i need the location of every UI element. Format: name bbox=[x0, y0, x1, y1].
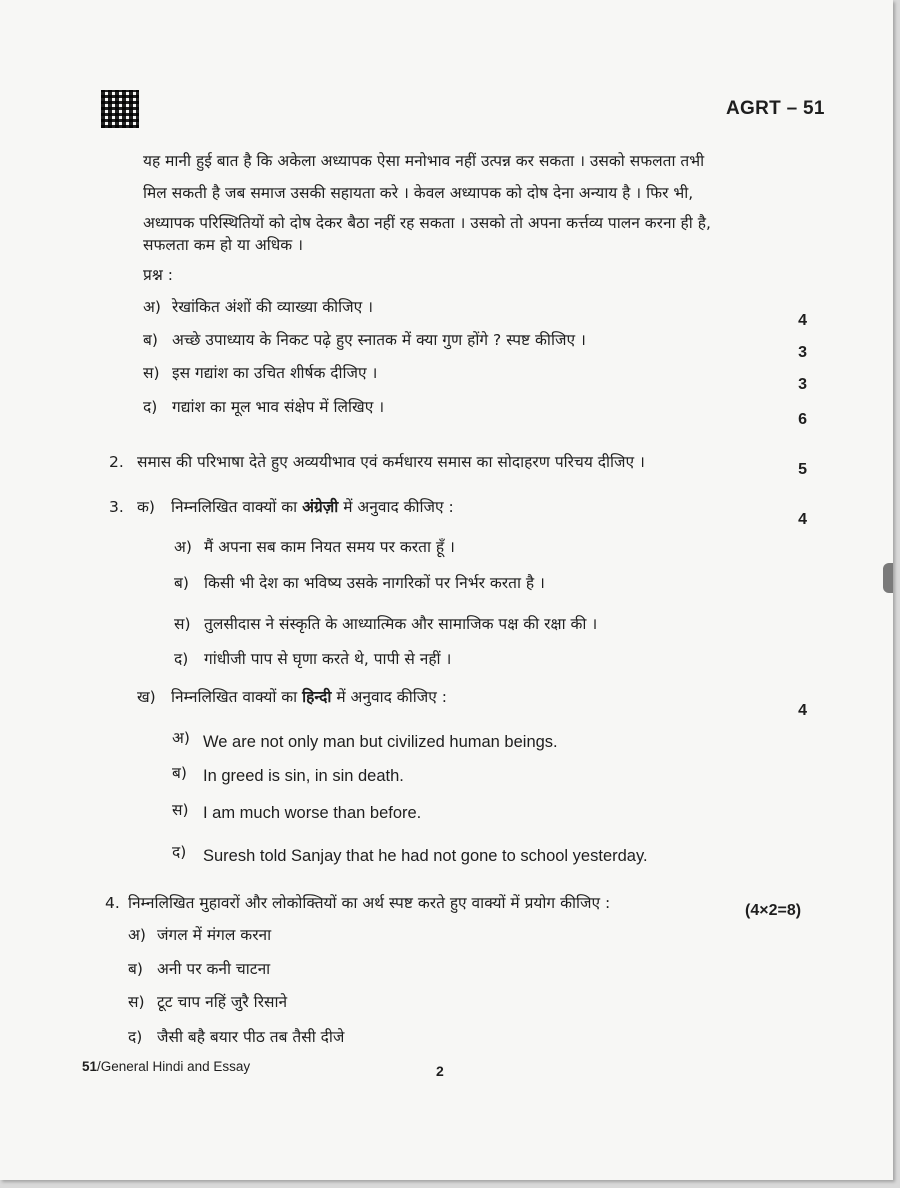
q1-item-label: स) bbox=[143, 364, 160, 382]
q4-item-text: अनी पर कनी चाटना bbox=[157, 960, 271, 978]
q4-number: 4. bbox=[105, 894, 120, 912]
q3b-item-text: Suresh told Sanjay that he had not gone to school yesterday. bbox=[203, 847, 648, 865]
q4-text: निम्नलिखित मुहावरों और लोकोक्तियों का अर्थ स्पष्ट करते हुए वाक्यों में प्रयोग कीजिए : bbox=[128, 894, 611, 912]
q3b-item-label: द) bbox=[172, 843, 187, 861]
q4-item-label: स) bbox=[128, 993, 145, 1011]
q3-number: 3. bbox=[109, 498, 124, 516]
q3a-item-text: मैं अपना सब काम नियत समय पर करता हूँ । bbox=[204, 538, 455, 556]
q4-item-label: द) bbox=[128, 1028, 143, 1046]
q3b-item-text: We are not only man but civilized human beings. bbox=[203, 733, 558, 751]
q1-item-text: रेखांकित अंशों की व्याख्या कीजिए । bbox=[172, 298, 373, 316]
q3b-item-text: I am much worse than before. bbox=[203, 804, 422, 822]
q3b-item-label: अ) bbox=[172, 729, 190, 747]
q1-item-label: अ) bbox=[143, 298, 161, 316]
q3b-label: ख) bbox=[137, 688, 156, 706]
q3b-item-label: ब) bbox=[172, 764, 187, 782]
q3a-item-label: द) bbox=[174, 650, 189, 668]
q1-item-text: इस गद्यांश का उचित शीर्षक दीजिए । bbox=[172, 364, 378, 382]
footer-code: 51 bbox=[82, 1059, 98, 1074]
marks: 4 bbox=[798, 312, 807, 329]
q2-number: 2. bbox=[109, 453, 124, 471]
q2-text: समास की परिभाषा देते हुए अव्ययीभाव एवं कर्मधारय समास का सोदाहरण परिचय दीजिए । bbox=[137, 453, 645, 471]
q4-item-text: जंगल में मंगल करना bbox=[157, 926, 272, 944]
marks: 3 bbox=[798, 344, 807, 361]
marks: 4 bbox=[798, 511, 807, 528]
q3b-item-label: स) bbox=[172, 801, 189, 819]
passage-line: सफलता कम हो या अधिक । bbox=[143, 236, 304, 254]
passage-line: अध्यापक परिस्थितियों को दोष देकर बैठा नहीं रह सकता । उसको तो अपना कर्त्तव्य पालन करना ही है, bbox=[143, 214, 711, 232]
q3a-post: में अनुवाद कीजिए : bbox=[343, 498, 454, 516]
q1-item-label: ब) bbox=[143, 331, 158, 349]
q1-item-text: अच्छे उपाध्याय के निकट पढ़े हुए स्नातक में क्या गुण होंगे ? स्पष्ट कीजिए । bbox=[172, 331, 586, 349]
q4-item-label: अ) bbox=[128, 926, 146, 944]
marks: 6 bbox=[798, 411, 807, 428]
marks: 3 bbox=[798, 376, 807, 393]
q3a-pre: निम्नलिखित वाक्यों का bbox=[171, 498, 298, 516]
q3b-item-text: In greed is sin, in sin death. bbox=[203, 767, 404, 785]
q1-item-text: गद्यांश का मूल भाव संक्षेप में लिखिए । bbox=[172, 398, 385, 416]
q3a-item-text: किसी भी देश का भविष्य उसके नागरिकों पर निर्भर करता है । bbox=[204, 574, 545, 592]
q3a-item-label: ब) bbox=[174, 574, 189, 592]
q1-prompt: प्रश्न : bbox=[143, 266, 173, 284]
footer-subject-name: /General Hindi and Essay bbox=[97, 1059, 251, 1074]
page-edge-tab bbox=[883, 563, 893, 593]
q3b-instruction bbox=[171, 690, 447, 706]
qr-code bbox=[101, 90, 139, 128]
q3a-language: अंग्रेज़ी bbox=[302, 498, 339, 516]
q1-item-label: द) bbox=[143, 398, 158, 416]
q4-item-label: ब) bbox=[128, 960, 143, 978]
q4-item-text: जैसी बहै बयार पीठ तब तैसी दीजे bbox=[157, 1028, 345, 1046]
page-number: 2 bbox=[436, 1063, 444, 1079]
passage-line: मिल सकती है जब समाज उसकी सहायता करे । केवल अध्यापक को दोष देना अन्याय है । फिर भी, bbox=[143, 184, 694, 202]
q3a-item-text: तुलसीदास ने संस्कृति के आध्यात्मिक और सामाजिक पक्ष की रक्षा की । bbox=[204, 615, 598, 633]
paper-code: AGRT – 51 bbox=[726, 98, 825, 119]
q3a-label: क) bbox=[137, 498, 155, 516]
footer-subject bbox=[82, 1059, 250, 1074]
q3a-instruction bbox=[171, 500, 454, 516]
q3b-language: हिन्दी bbox=[302, 688, 332, 706]
q4-item-text: टूट चाप नहिं जुरै रिसाने bbox=[157, 993, 288, 1011]
q3a-item-text: गांधीजी पाप से घृणा करते थे, पापी से नहीं । bbox=[204, 650, 452, 668]
q3a-item-label: स) bbox=[174, 615, 191, 633]
q3b-post: में अनुवाद कीजिए : bbox=[336, 688, 447, 706]
marks: (4×2=8) bbox=[745, 902, 802, 919]
marks: 4 bbox=[798, 702, 807, 719]
q3b-pre: निम्नलिखित वाक्यों का bbox=[171, 688, 298, 706]
q3a-item-label: अ) bbox=[174, 538, 192, 556]
passage-line: यह मानी हुई बात है कि अकेला अध्यापक ऐसा मनोभाव नहीं उत्पन्न कर सकता । उसको सफलता तभी bbox=[143, 152, 705, 170]
marks: 5 bbox=[798, 461, 807, 478]
